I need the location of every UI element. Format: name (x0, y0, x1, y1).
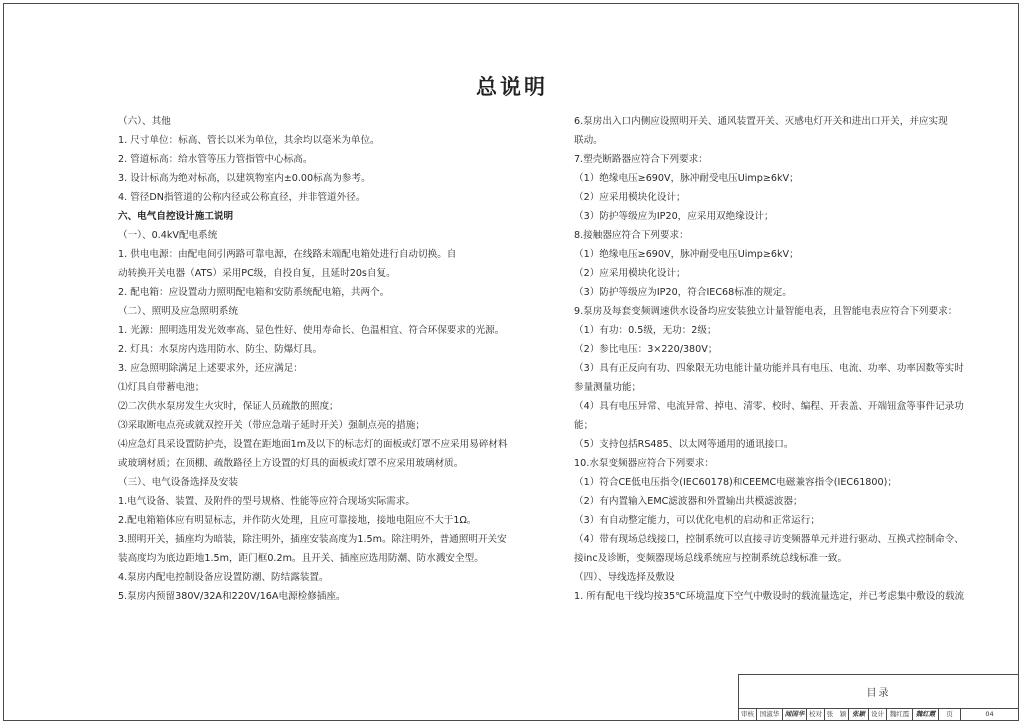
text-line: （3）防护等级应为IP20，应采用双绝缘设计； (574, 211, 774, 222)
text-line: 1. 所有配电干线均按35℃环境温度下空气中敷设时的载流量选定，并已考虑集中敷设的载流 (574, 591, 965, 602)
text-line: （1）符合CE低电压指令(IEC60178)和CEEMC电磁兼容指令(IEC61800)； (574, 477, 897, 488)
text-line: （1）有功：0.5级，无功：2级； (574, 325, 717, 336)
left-text-column (118, 112, 558, 606)
text-line: （二）、照明及应急照明系统 (118, 306, 238, 317)
text-line: 7.塑壳断路器应符合下列要求： (574, 154, 708, 165)
text-line: 3.照明开关，插座均为暗装，除注明外，插座安装高度为1.5m。除注明外，普通照明开关安 (118, 534, 507, 545)
text-line: （六）、其他 (118, 116, 171, 127)
text-line: （4）带有现场总线接口，控制系统可以直接寻访变频器单元并进行驱动、互换式控制命令、 (574, 534, 964, 545)
title-block-cells (739, 708, 1018, 721)
text-line: （2）参比电压：3×220/380V； (574, 344, 718, 355)
text-line: 1. 供电电源：由配电间引两路可靠电源，在线路末端配电箱处进行自动切换。自 (118, 249, 457, 260)
text-line: ⑴灯具自带蓄电池； (118, 382, 205, 393)
text-line: 动转换开关电器（ATS）采用PC级，自投自复，且延时20s自复。 (118, 268, 396, 279)
right-text-column (574, 112, 994, 606)
title-block-cell: 张 颖 (825, 708, 849, 721)
text-line: （5）支持包括RS485、以太网等通用的通讯接口。 (574, 439, 794, 450)
document-title: 总说明 (476, 75, 548, 99)
text-line: 3. 设计标高为绝对标高，以建筑物室内±0.00标高为参考。 (118, 173, 371, 184)
text-line: （1）绝缘电压≥690V，脉冲耐受电压Uimp≥6kV； (574, 249, 799, 260)
text-line: （2）应采用模块化设计； (574, 192, 686, 203)
text-line: 2. 管道标高：给水管等压力管指管中心标高。 (118, 154, 313, 165)
title-block-cell: 设计 (869, 708, 887, 721)
text-line: 10.水泵变频器应符合下列要求： (574, 458, 714, 469)
title-block-cell: 04 (985, 710, 994, 718)
text-line: （3）具有正反向有功、四象限无功电能计量功能并具有电压、电流、功率、功率因数等实时 (574, 363, 964, 374)
text-line: （4）具有电压异常、电流异常、掉电、清零、校时、编程、开表盖、开端钮盒等事件记录功 (574, 401, 964, 412)
text-line: 1.电气设备、装置、及附件的型号规格、性能等应符合现场实际需求。 (118, 496, 415, 507)
text-line: 参量测量功能； (574, 382, 642, 393)
text-line: 或玻璃材质；在顶棚、疏散路径上方设置的灯具的面板或灯罩不应采用玻璃材质。 (118, 458, 464, 469)
signature-cell: 闻国华 (783, 708, 807, 721)
title-block-catalog: 目录 (739, 675, 1018, 709)
text-line: 2.配电箱箱体应有明显标志，并作防火处理，且应可靠接地，接地电阻应不大于1Ω。 (118, 515, 477, 526)
title-block-cell: 国淑华 (757, 708, 783, 721)
text-line: 六、电气自控设计施工说明 (118, 211, 234, 222)
text-line: 1. 尺寸单位：标高、管长以米为单位，其余均以毫米为单位。 (118, 135, 380, 146)
text-line: （一）、0.4kV配电系统 (118, 230, 218, 241)
text-line: 8.接触器应符合下列要求： (574, 230, 689, 241)
text-line: 2. 配电箱：应设置动力照明配电箱和安防系统配电箱，共两个。 (118, 287, 390, 298)
title-block (738, 674, 1019, 721)
title-block-cell: 魏红霞 (887, 708, 913, 721)
text-line: 联动。 (574, 135, 603, 146)
title-block-cell: 审核 (739, 708, 757, 721)
text-line: 5.泵房内预留380V/32A和220V/16A电源检修插座。 (118, 591, 346, 602)
text-line: 3. 应急照明除满足上述要求外，还应满足： (118, 363, 303, 374)
text-line: 能； (574, 420, 594, 431)
text-line: ⑶采取断电点亮或就双控开关（带应急端子延时开关）强制点亮的措施； (118, 420, 425, 431)
text-line: 接inc及诊断，变频器现场总线系统应与控制系统总线标准一致。 (574, 553, 848, 564)
text-line: （2）应采用模块化设计； (574, 268, 686, 279)
text-line: 1. 光源：照明选用发光效率高、显色性好、使用寿命长、色温相宜、符合环保要求的光源。 (118, 325, 505, 336)
text-line: ⑷应急灯具采设置防护壳，设置在距地面1m及以下的标志灯的面板或灯罩不应采用易碎材料 (118, 439, 508, 450)
text-line: （1）绝缘电压≥690V，脉冲耐受电压Uimp≥6kV； (574, 173, 799, 184)
text-line: 9.泵房及每套变频调速供水设备均应安装独立计量智能电表，且智能电表应符合下列要求： (574, 306, 958, 317)
text-line: 4.泵房内配电控制设备应设置防潮、防结露装置。 (118, 572, 329, 583)
text-line: （四）、导线选择及敷设 (574, 572, 675, 583)
signature-cell: 张颖 (849, 708, 869, 721)
text-line: 4. 管径DN指管道的公称内径或公称直径，并非管道外径。 (118, 192, 366, 203)
text-line: （3）防护等级应为IP20，符合IEC68标准的规定。 (574, 287, 792, 298)
text-line: （3）有自动整定能力，可以优化电机的启动和正常运行； (574, 515, 820, 526)
text-line: （2）有内置输入EMC滤波器和外置输出共模滤波器； (574, 496, 803, 507)
text-line: （三）、电气设备选择及安装 (118, 477, 238, 488)
title-block-cell: 校对 (807, 708, 825, 721)
text-line: 6.泵房出入口内侧应设照明开关、通风装置开关、灭感电灯开关和进出口开关，并应实现 (574, 116, 948, 127)
title-block-cell: 页 (939, 708, 961, 721)
text-line: 2. 灯具：水泵房内选用防水、防尘、防爆灯具。 (118, 344, 323, 355)
text-line: ⑵二次供水泵房发生火灾时，保证人员疏散的照度； (118, 401, 339, 412)
text-line: 装高度均为底边距地1.5m，距门框0.2m。且开关、插座应选用防潮、防水溅安全型。 (118, 553, 484, 564)
signature-cell: 魏红霞 (913, 708, 939, 721)
